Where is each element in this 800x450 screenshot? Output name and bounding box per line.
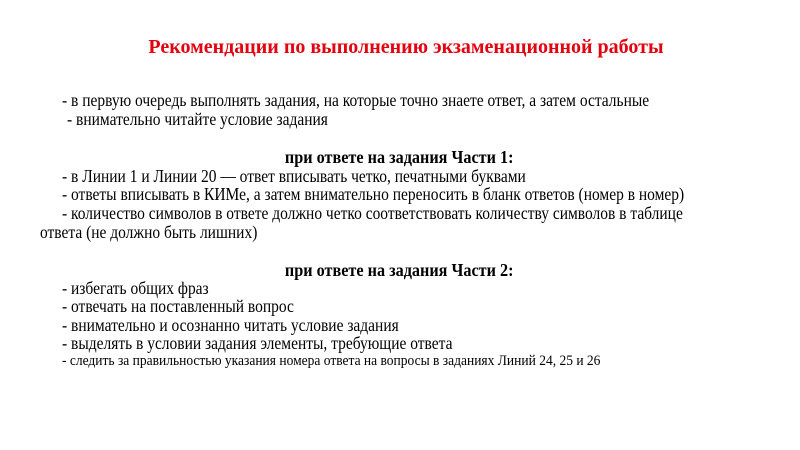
part2-heading: при ответе на задания Части 2: bbox=[284, 260, 514, 280]
part1-item-continuation: ответа (не должно быть лишних) bbox=[40, 222, 258, 242]
part1-item: - ответы вписывать в КИМе, а затем внимательно переносить в бланк ответов (номер в номер) bbox=[62, 184, 685, 204]
part2-item: - внимательно и осознанно читать условие задания bbox=[62, 315, 399, 335]
part1-heading: при ответе на задания Части 1: bbox=[284, 147, 514, 167]
part2-item: - следить за правильностью указания номера ответа на вопросы в заданиях Линий 24, 25 и 26 bbox=[62, 353, 601, 369]
part2-item: - отвечать на поставленный вопрос bbox=[62, 296, 294, 316]
part2-item: - избегать общих фраз bbox=[62, 278, 209, 298]
part1-item: - в Линии 1 и Линии 20 — ответ вписывать четко, печатными буквами bbox=[62, 166, 526, 186]
part1-item: - количество символов в ответе должно четко соответствовать количеству символов в таблице bbox=[62, 203, 683, 223]
general-item: - внимательно читайте условие задания bbox=[67, 109, 328, 129]
general-item: - в первую очередь выполнять задания, на которые точно знаете ответ, а затем остальные bbox=[62, 90, 650, 110]
slide-title: Рекомендации по выполнению экзаменационной работы bbox=[148, 36, 664, 58]
part2-item: - выделять в условии задания элементы, требующие ответа bbox=[62, 333, 453, 353]
